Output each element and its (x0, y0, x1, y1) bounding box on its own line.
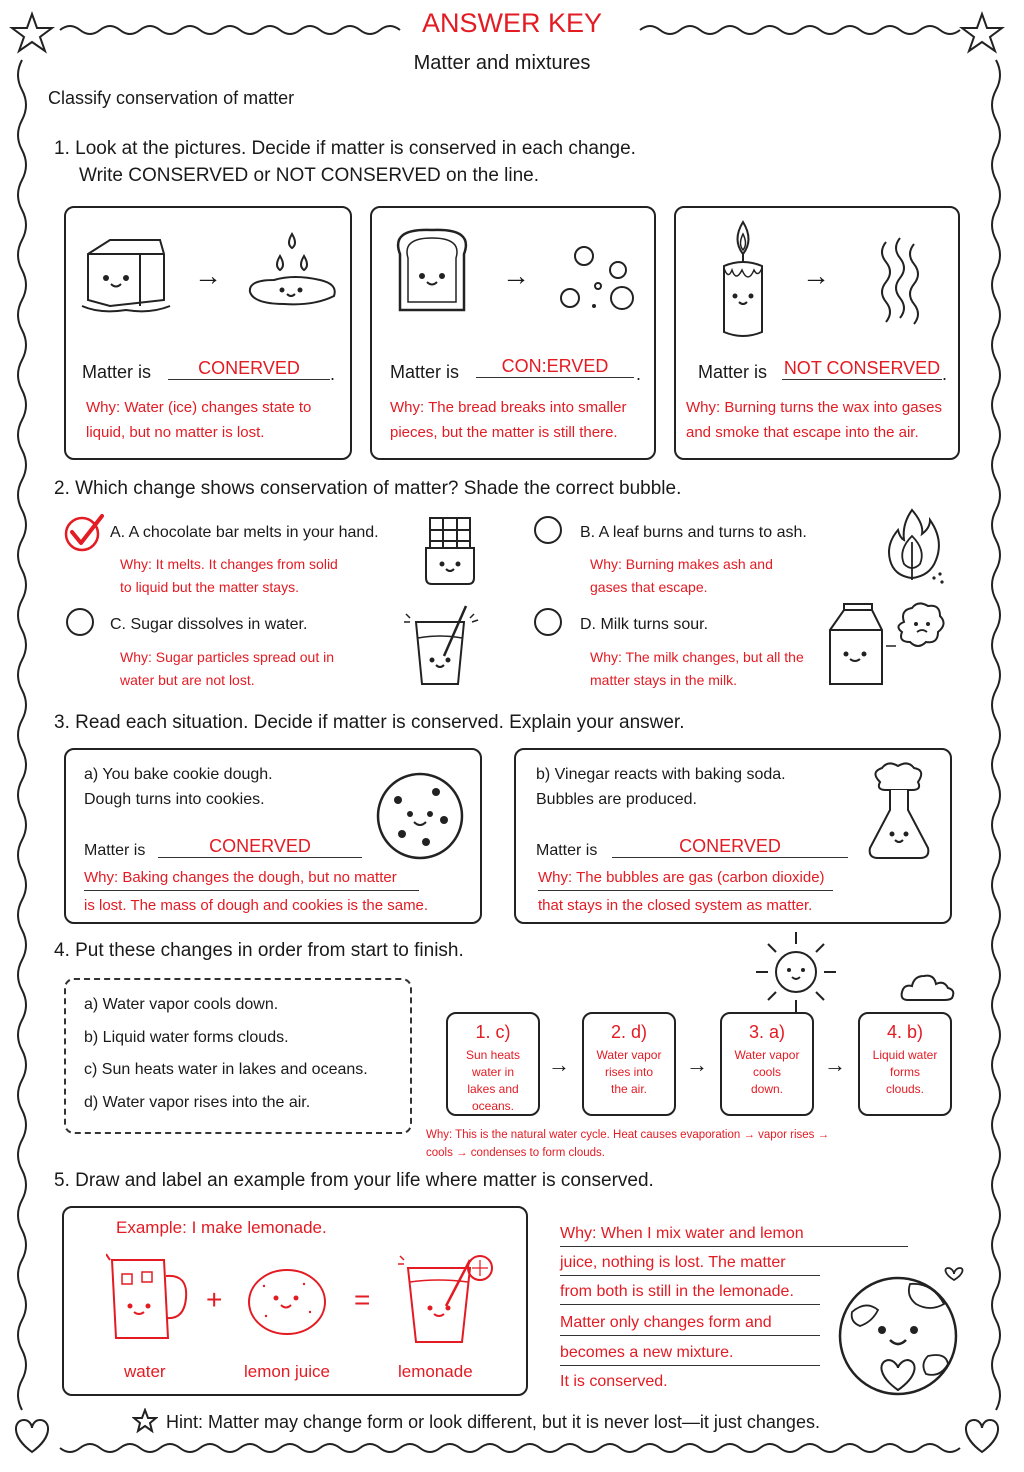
glass-of-water-icon (402, 604, 482, 688)
q5-why-line: Why: When I mix water and lemon (560, 1222, 908, 1247)
option-c-why: water but are not lost. (120, 672, 255, 688)
q1-why-line: liquid, but no matter is lost. (86, 424, 265, 441)
situation-b-line: b) Vinegar reacts with baking soda. (536, 766, 786, 783)
step-head: 2. d) (610, 1022, 648, 1042)
step-body: Liquid water forms clouds. (872, 1048, 938, 1096)
q3-b-label: Matter is (536, 842, 598, 859)
q5-why-line: becomes a new mixture. (560, 1341, 820, 1366)
sun-icon (744, 928, 844, 1014)
section-title: Classify conservation of matter (48, 88, 295, 108)
step-body: Water vapor cools down. (734, 1048, 800, 1096)
page-subtitle: Matter and mixtures (413, 52, 591, 74)
question-4-prompt: 4. Put these changes in order from start to finish. (54, 940, 464, 961)
water-puddle-icon (244, 230, 340, 314)
q1-answer-field[interactable]: CON:ERVED (476, 356, 634, 378)
step-box-3 (720, 1012, 814, 1116)
q3-b-why: that stays in the closed system as matter. (538, 897, 813, 914)
situation-a-line: Dough turns into cookies. (84, 791, 265, 808)
q1-why-line: pieces, but the matter is still there. (390, 424, 618, 441)
step-box-1 (446, 1012, 540, 1116)
arrow-icon: → (502, 260, 530, 291)
step-box-4 (858, 1012, 952, 1116)
q1-answer-field[interactable]: NOT CONSERVED (783, 358, 941, 378)
milk-carton-icon (824, 600, 948, 690)
question-1-instruction: Write CONSERVED or NOT CONSERVED on the line. (79, 165, 540, 186)
option-b-why: gases that escape. (590, 579, 708, 595)
q5-drawing-box (62, 1206, 528, 1396)
lemonade-glass-icon (398, 1246, 498, 1350)
option-a-text: A. A chocolate bar melts in your hand. (110, 524, 379, 541)
question-1-prompt: 1. Look at the pictures. Decide if matter is conserved in each change. (54, 138, 636, 159)
ice-cube-icon (80, 234, 172, 314)
lemon-icon (244, 1264, 330, 1340)
star-icon (132, 1408, 158, 1434)
pitcher-icon (106, 1250, 192, 1346)
q1-why-line: Why: The bread breaks into smaller (390, 399, 627, 416)
equals-sign: = (354, 1284, 371, 1315)
q1-answer-field[interactable]: CONERVED (168, 358, 330, 380)
earth-icon (832, 1260, 972, 1400)
crumbs-icon (556, 242, 636, 318)
q4-why: Why: This is the natural water cycle. Heat causes evaporation → vapor rises → (426, 1129, 830, 1141)
step-head: 3. a) (748, 1022, 786, 1042)
step-head: 1. c) (475, 1022, 511, 1042)
checkmark-circle-icon[interactable] (62, 512, 106, 552)
drawing-label: lemon juice (244, 1362, 330, 1381)
option-d-text: D. Milk turns sour. (580, 616, 709, 633)
arrow-icon: → (686, 1052, 708, 1077)
option-b-bubble[interactable] (534, 516, 562, 544)
q1-why-line: and smoke that escape into the air. (686, 424, 919, 441)
period: . (636, 364, 642, 384)
q3-a-answer-field[interactable]: CONERVED (158, 836, 362, 858)
option-d-why: Why: The milk changes, but all the (590, 649, 804, 665)
option-a-why: to liquid but the matter stays. (120, 579, 299, 595)
q1-why-line: Why: Water (ice) changes state to (86, 399, 312, 416)
q5-why-line: Matter only changes form and (560, 1311, 820, 1336)
step-box-2 (582, 1012, 676, 1116)
plus-sign: + (206, 1284, 223, 1315)
q3-b-answer-field[interactable]: CONERVED (612, 836, 848, 858)
change-item: c) Sun heats water in lakes and oceans. (84, 1061, 368, 1078)
q3-a-label: Matter is (84, 842, 146, 859)
question-5-prompt: 5. Draw and label an example from your life where matter is conserved. (54, 1170, 654, 1191)
situation-a-line: a) You bake cookie dough. (84, 766, 273, 783)
option-c-why: Why: Sugar particles spread out in (120, 649, 334, 665)
q1-card-label: Matter is (390, 362, 460, 382)
option-a-why: Why: It melts. It changes from solid (120, 556, 338, 572)
q3-situation-a (64, 748, 482, 924)
cloud-icon (900, 970, 956, 1004)
bread-icon (386, 224, 478, 316)
q1-card-label: Matter is (82, 362, 152, 382)
step-body: Water vapor rises into the air. (596, 1048, 662, 1096)
drawing-label: water (124, 1362, 166, 1381)
corner-heart-icon (16, 1420, 48, 1452)
flask-icon (864, 762, 934, 862)
arrow-icon: → (824, 1052, 846, 1077)
q3-b-why: Why: The bubbles are gas (carbon dioxide) (538, 866, 833, 891)
q5-why-line: It is conserved. (560, 1373, 668, 1390)
smoke-icon (876, 236, 926, 326)
chocolate-bar-icon (422, 514, 478, 588)
q5-why-line: juice, nothing is lost. The matter (560, 1251, 820, 1276)
arrow-icon: → (194, 260, 222, 291)
option-c-bubble[interactable] (66, 608, 94, 636)
option-d-bubble[interactable] (534, 608, 562, 636)
q4-change-list (64, 978, 412, 1134)
option-b-text: B. A leaf burns and turns to ash. (580, 524, 807, 541)
period: . (330, 364, 336, 384)
option-b-why: Why: Burning makes ash and (590, 556, 773, 572)
question-3-prompt: 3. Read each situation. Decide if matter is conserved. Explain your answer. (54, 712, 685, 733)
q4-why: cools → condenses to form clouds. (426, 1147, 605, 1159)
q1-card-ice (64, 206, 352, 460)
burning-leaf-icon (884, 506, 950, 588)
arrow-icon: → (548, 1052, 570, 1077)
q1-card-label: Matter is (698, 362, 768, 382)
period: . (942, 364, 948, 384)
change-item: b) Liquid water forms clouds. (84, 1029, 289, 1046)
option-d-why: matter stays in the milk. (590, 672, 738, 688)
page-title: ANSWER KEY (421, 8, 603, 38)
candle-icon (716, 218, 770, 342)
question-2-prompt: 2. Which change shows conservation of matter? Shade the correct bubble. (54, 478, 682, 499)
change-item: a) Water vapor cools down. (84, 996, 279, 1013)
situation-b-line: Bubbles are produced. (536, 791, 697, 808)
cookie-icon (374, 770, 466, 862)
q1-card-bread (370, 206, 656, 460)
q5-why-line: from both is still in the lemonade. (560, 1280, 820, 1305)
example-title: Example: I make lemonade. (116, 1218, 327, 1237)
step-head: 4. b) (886, 1022, 924, 1042)
q1-card-candle (674, 206, 960, 460)
arrow-icon: → (802, 260, 830, 291)
option-c-text: C. Sugar dissolves in water. (110, 616, 308, 633)
drawing-label: lemonade (398, 1362, 473, 1381)
q1-why-line: Why: Burning turns the wax into gases (686, 399, 942, 416)
step-body: Sun heats water in lakes and oceans. (465, 1048, 521, 1113)
corner-heart-icon (966, 1420, 998, 1452)
q3-a-why: Why: Baking changes the dough, but no matter (84, 866, 419, 891)
hint-text: Hint: Matter may change form or look different, but it is never lost—it just changes. (166, 1412, 820, 1432)
q3-a-why: is lost. The mass of dough and cookies is the same. (84, 897, 429, 914)
change-item: d) Water vapor rises into the air. (84, 1094, 311, 1111)
q3-situation-b (514, 748, 952, 924)
